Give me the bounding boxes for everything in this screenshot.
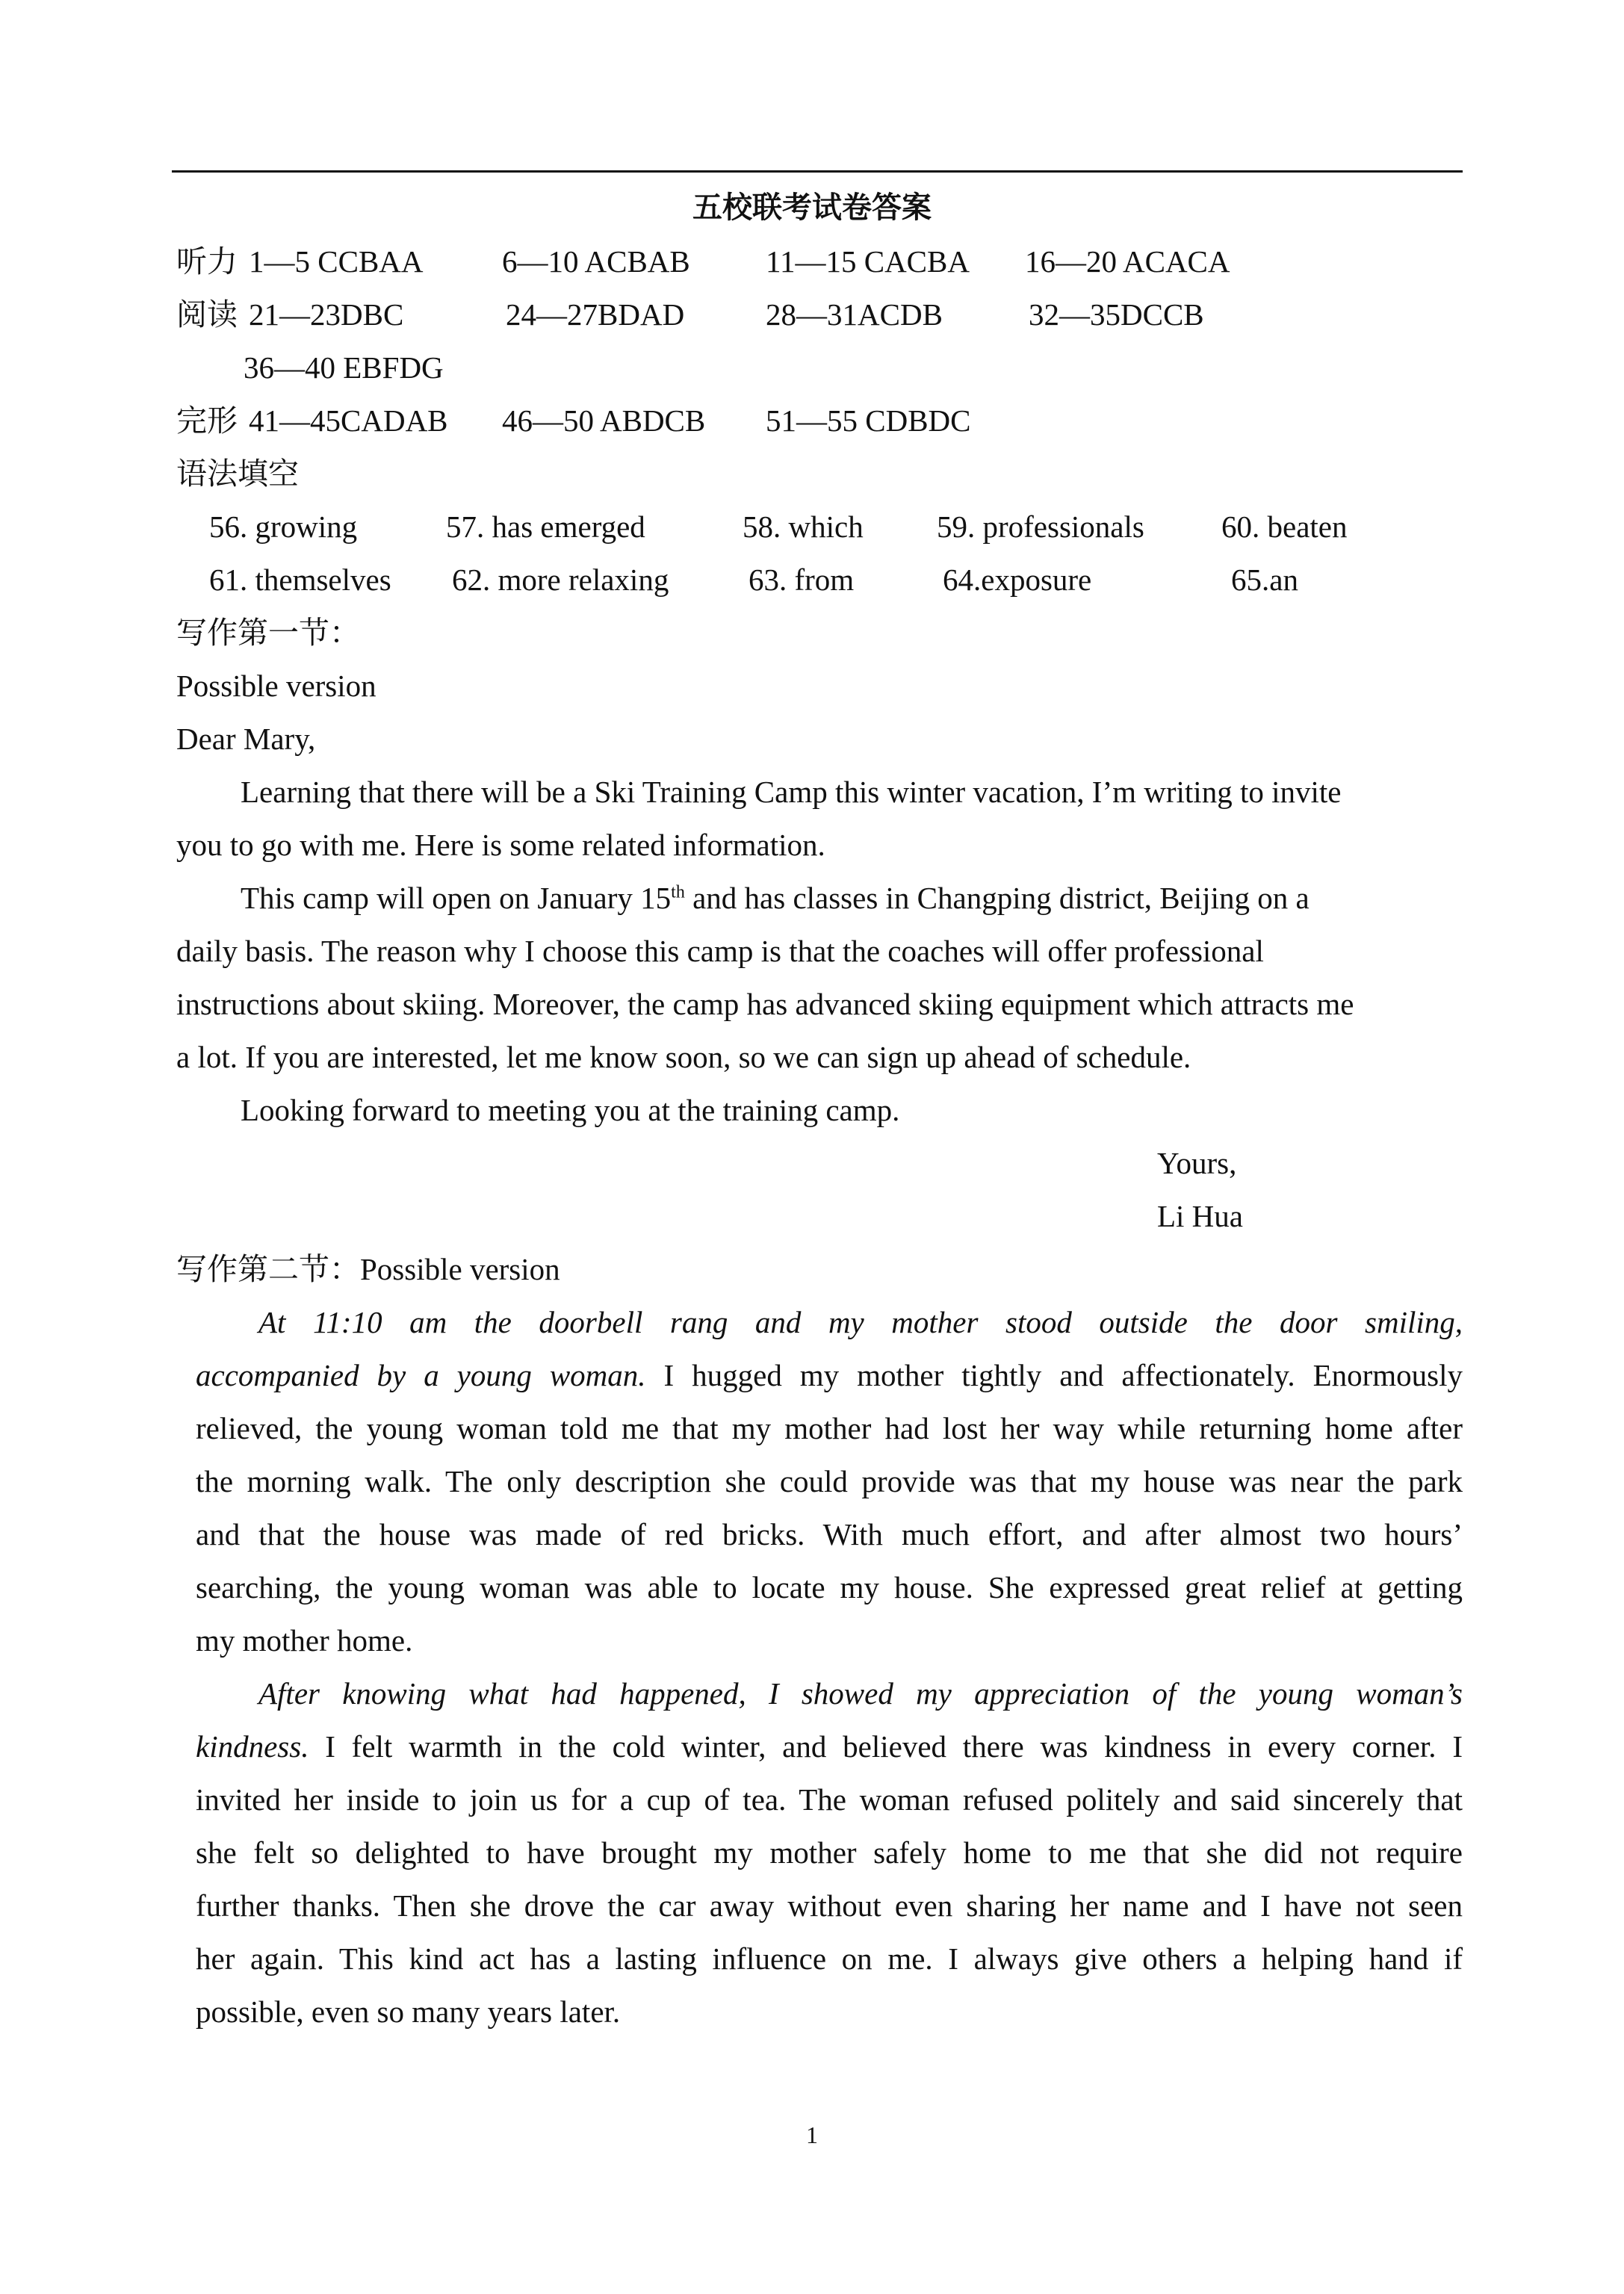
story-text: invited her inside to join us for a cup of tea. The woman refused politely and said sincerely that bbox=[196, 1782, 1463, 1817]
letter-line: instructions about skiing. Moreover, the camp has advanced skiing equipment which attracts me bbox=[176, 987, 1354, 1021]
story-line bbox=[196, 1936, 1463, 1981]
story-line bbox=[196, 1724, 1463, 1769]
reading-group: 32—35DCCB bbox=[1029, 297, 1204, 332]
grammar-answer: 59. professionals bbox=[937, 509, 1144, 544]
grammar-answer: 64.exposure bbox=[943, 562, 1092, 597]
ordinal-suffix: th bbox=[671, 882, 685, 902]
story-line bbox=[196, 1353, 1463, 1398]
writing2-heading-row bbox=[176, 1247, 560, 1292]
grammar-answer: 61. themselves bbox=[209, 562, 391, 597]
story-text: her again. This kind act has a lasting influence on me. I always give others a helping hand if bbox=[196, 1941, 1463, 1976]
reading-group: 21—23DBC bbox=[249, 297, 404, 332]
story-text: the morning walk. The only description she could provide was that my house was near the park bbox=[196, 1464, 1463, 1498]
grammar-answer: 62. more relaxing bbox=[452, 562, 669, 597]
story-line bbox=[196, 1777, 1463, 1822]
page-title: 五校联考试卷答案 bbox=[692, 190, 932, 224]
letter-line: you to go with me. Here is some related information. bbox=[176, 828, 825, 862]
listening-group: 6—10 ACBAB bbox=[502, 244, 690, 279]
story-text: she felt so delighted to have brought my mother safely home to me that she did not require bbox=[196, 1835, 1463, 1870]
grammar-answer: 65.an bbox=[1231, 562, 1298, 597]
listening-group: 1—5 CCBAA bbox=[249, 244, 424, 279]
listening-label: 听力 bbox=[176, 244, 238, 279]
story-line bbox=[196, 1406, 1463, 1451]
grammar-answer: 60. beaten bbox=[1221, 509, 1348, 544]
story-line bbox=[196, 1883, 1463, 1928]
cloze-group: 41—45CADAB bbox=[249, 403, 448, 438]
letter-text: This camp will open on January 15 bbox=[241, 881, 672, 915]
letter-line: daily basis. The reason why I choose this camp is that the coaches will offer professional bbox=[176, 934, 1264, 968]
reading-extra: 36—40 EBFDG bbox=[244, 350, 444, 385]
story-line: possible, even so many years later. bbox=[196, 1994, 621, 2029]
story-line bbox=[196, 1512, 1463, 1557]
story-text: and that the house was made of red bricks. With much effort, and after almost two hours’ bbox=[196, 1517, 1463, 1551]
header-rule bbox=[172, 170, 1463, 173]
story-line bbox=[196, 1830, 1463, 1875]
story-text: I felt warmth in the cold winter, and believed there was kindness in every corner. I bbox=[309, 1729, 1463, 1764]
story-text: searching, the young woman was able to locate my house. She expressed great relief at getting bbox=[196, 1570, 1463, 1605]
story-line: my mother home. bbox=[196, 1623, 413, 1658]
story-text: further thanks. Then she drove the car away without even sharing her name and I have not seen bbox=[196, 1888, 1463, 1923]
grammar-answer: 63. from bbox=[749, 562, 855, 597]
letter-closing: Yours, bbox=[1157, 1146, 1237, 1180]
story-italic-text: kindness. bbox=[196, 1729, 309, 1764]
grammar-answer: 56. growing bbox=[209, 509, 358, 544]
grammar-answer: 57. has emerged bbox=[446, 509, 645, 544]
writing2-heading: 写作第二节： bbox=[176, 1252, 360, 1286]
cloze-label: 完形 bbox=[176, 403, 238, 438]
story-text: I hugged my mother tightly and affectionately. Enormously bbox=[645, 1358, 1463, 1392]
reading-group: 24—27BDAD bbox=[506, 297, 685, 332]
reading-label: 阅读 bbox=[176, 297, 238, 332]
story-line bbox=[196, 1565, 1463, 1610]
reading-group: 28—31ACDB bbox=[766, 297, 943, 332]
letter-signature: Li Hua bbox=[1157, 1199, 1243, 1233]
story-line bbox=[258, 1300, 1463, 1345]
writing1-heading: 写作第一节： bbox=[176, 616, 360, 650]
listening-group: 16—20 ACACA bbox=[1025, 244, 1230, 279]
story-italic-text: After knowing what had happened, I showed my appreciation of the young woman’s bbox=[258, 1676, 1463, 1711]
letter-line bbox=[241, 875, 1310, 920]
story-text: relieved, the young woman told me that my mother had lost her way while returning home after bbox=[196, 1411, 1463, 1445]
letter-text: and has classes in Changping district, Beijing on a bbox=[684, 881, 1310, 915]
story-line bbox=[258, 1671, 1463, 1716]
page-number: 1 bbox=[806, 2121, 818, 2148]
letter-salutation: Dear Mary, bbox=[176, 722, 316, 756]
writing2-version: Possible version bbox=[360, 1252, 560, 1286]
cloze-group: 46—50 ABDCB bbox=[502, 403, 706, 438]
letter-line: Learning that there will be a Ski Training Camp this winter vacation, I’m writing to invite bbox=[241, 775, 1342, 809]
listening-group: 11—15 CACBA bbox=[766, 244, 970, 279]
story-italic-text: accompanied by a young woman. bbox=[196, 1358, 646, 1392]
writing1-version: Possible version bbox=[176, 669, 376, 703]
letter-line: a lot. If you are interested, let me know soon, so we can sign up ahead of schedule. bbox=[176, 1040, 1191, 1074]
grammar-answer: 58. which bbox=[743, 509, 864, 544]
story-line bbox=[196, 1459, 1463, 1504]
story-italic-text: At 11:10 am the doorbell rang and my mother stood outside the door smiling, bbox=[258, 1305, 1463, 1339]
grammar-label: 语法填空 bbox=[176, 456, 299, 491]
letter-line: Looking forward to meeting you at the training camp. bbox=[241, 1093, 900, 1127]
cloze-group: 51—55 CDBDC bbox=[766, 403, 971, 438]
